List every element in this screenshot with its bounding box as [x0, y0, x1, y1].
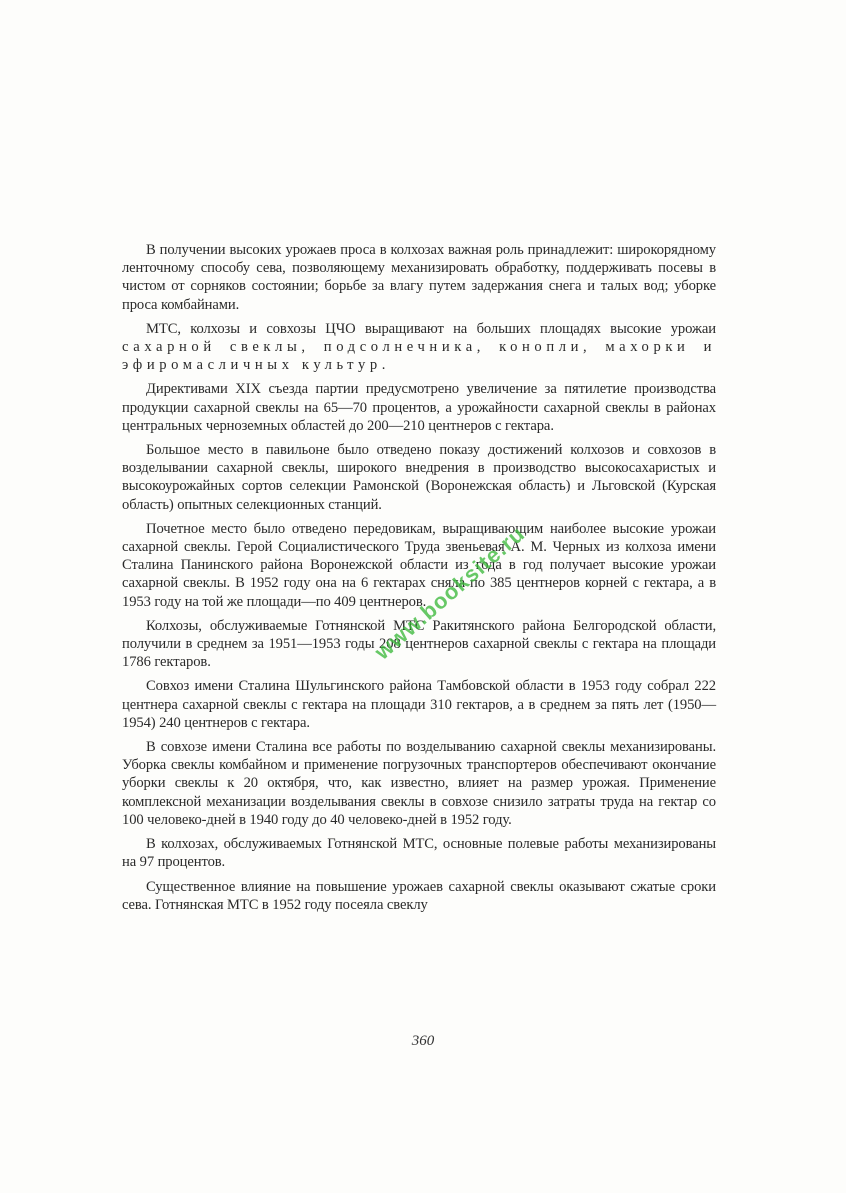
paragraph-sovkhoz-yield: Совхоз имени Сталина Шульгинского района Тамбовской области в 1953 году собрал 222 центнера сахарной свеклы с гектара на площади 310 гектаров, а в среднем за пять лет (1950—1954) 240 центнеров с гектара. [122, 678, 716, 731]
crops-list: сахарной свеклы, подсолнечника, конопли, махорки и эфиромасличных культур. [122, 339, 716, 374]
crops-intro: МТС, колхозы и совхозы ЦЧО выращивают на больших площадях высокие урожаи [146, 320, 716, 337]
paragraph-millet: В получении высоких урожаев проса в колхозах важная роль принадлежит: широкорядному ленточному способу сева, позволяющему механизировать обработку, поддерживать посевы в чистом от сорняков состоянии; борьбе за влагу путем задержания снега и талых вод; уборке проса комбайнами. [122, 242, 716, 313]
paragraph-directives: Директивами XIX съезда партии предусмотрено увеличение за пятилетие производства продукции сахарной свеклы на 65—70 процентов, а урожайности сахарной свеклы в районах центральных черноземных областей до 200—210 центнеров с гектара. [122, 381, 716, 434]
paragraph-leaders: Почетное место было отведено передовикам, выращивающим наиболее высокие урожаи сахарной свеклы. Герой Социалистического Труда звеньевая А. М. Черных из колхоза имени Сталина Панинского района Воронежской области из года в год получает высокие урожаи сахарной свеклы. В 1952 году она на 6 гектарах сняла по 385 центнеров корней с гектара, а в 1953 году на той же площади—по 409 центнеров. [122, 520, 716, 610]
paragraph-sowing-terms: Существенное влияние на повышение урожаев сахарной свеклы оказывают сжатые сроки сева. Готнянская МТС в 1952 году посеяла свеклу [122, 878, 716, 913]
paragraph-crops [122, 320, 716, 375]
watermark-text: www.booksite.ru [369, 520, 530, 665]
paragraph-pavilion: Большое место в павильоне было отведено показу достижений колхозов и совхозов в возделывании сахарной свеклы, широкого внедрения в производство высокосахаристых и высокоурожайных сортов селекции Рамонской (Воронежская область) и Льговской (Курская область) опытных селекционных станций. [122, 442, 716, 513]
paragraph-gotnya-mts: Колхозы, обслуживаемые Готнянской МТС Ракитянского района Белгородской области, получили в среднем за 1951—1953 годы 208 центнеров сахарной свеклы с гектара на площади 1786 гектаров. [122, 617, 716, 671]
paragraph-mechanization: В совхозе имени Сталина все работы по возделыванию сахарной свеклы механизированы. Уборка свеклы комбайном и применение погрузочных транспортеров обеспечивают окончание уборки свеклы к 20 октября, что, как известно, влияет на размер урожая. Применение комплексной механизации возделывания свеклы в совхозе снизило затраты труда на гектар со 100 человеко-дней в 1940 году до 40 человеко-дней в 1952 году. [122, 739, 716, 828]
body-text [122, 241, 716, 914]
paragraph-kolkhoz-works: В колхозах, обслуживаемых Готнянской МТС, основные полевые работы механизированы на 97 процентов. [122, 836, 716, 871]
page-number: 360 [411, 1033, 435, 1049]
